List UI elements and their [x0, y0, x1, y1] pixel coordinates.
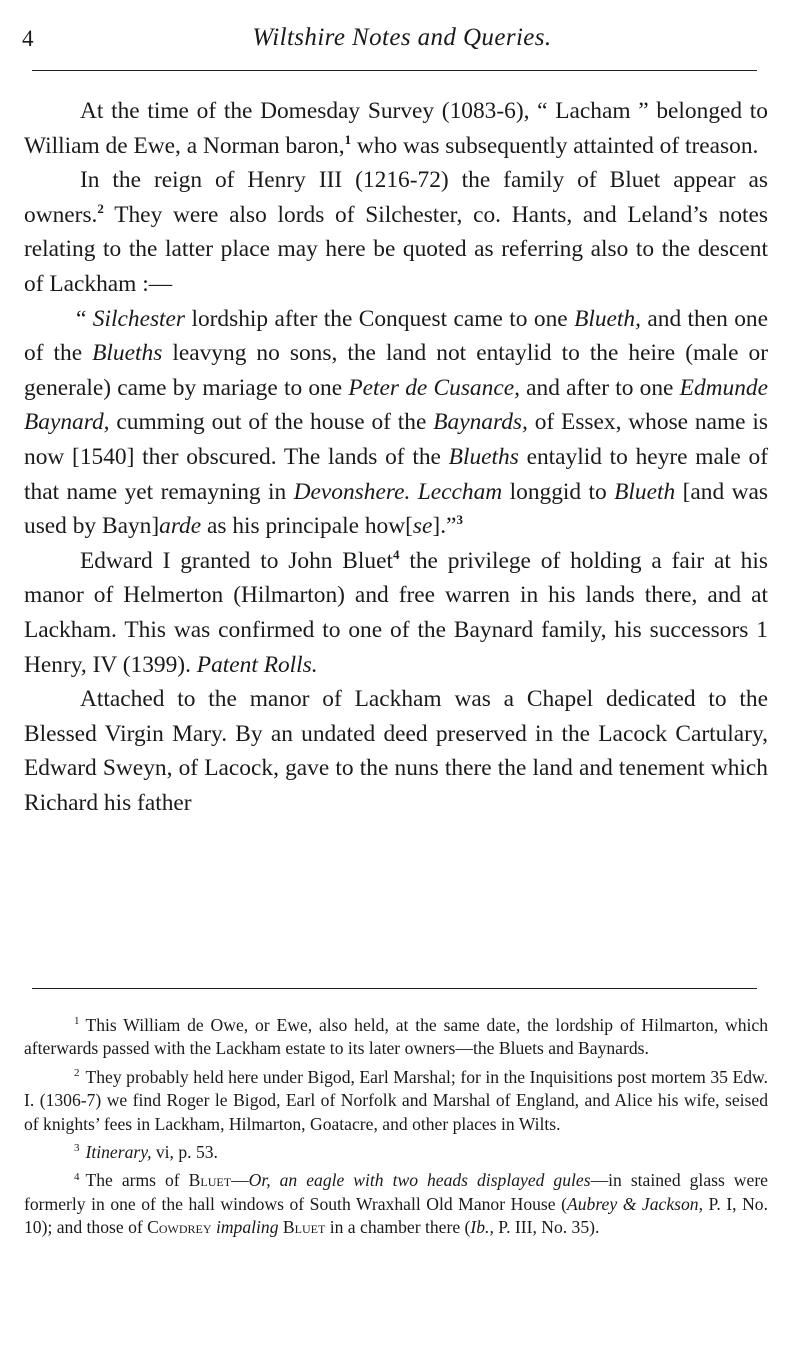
page-header: [22, 22, 782, 62]
footnote-ref-4: 4: [392, 546, 400, 562]
footnote-number: 1: [74, 1015, 80, 1028]
page-number: 4: [22, 26, 34, 51]
footnote-rule: [32, 988, 757, 989]
footnote-2: $^2$ They probably held here under Bigod, Earl Marshal; for in the Inquisitions post mortem 35 Edw. I. (1306-7) we find Roger le Bigod, Earl of Norfolk and Marshal of England, and Alice his wife, seised of knights’ fees in Lackham, Hilmarton, Goatacre, and other places in Wilts.: [24, 1066, 768, 1134]
main-text: [24, 94, 768, 820]
footnote-4: $^4$ The arms of Bluet—Or, an eagle with two heads displayed gules—in stained glass were formerly in one of the hall windows of South Wraxhall Old Manor House (Aubrey & Jackson, P. I, No. 10); and those of Cowdrey impaling Bluet in a chamber there (Ib., P. III, No. 35).: [24, 1170, 768, 1238]
paragraph-leland-quote: “ Silchester lordship after the Conquest came to one Blueth, and then one of the Blueths leavyng no sons, the land not entaylid to the heire (male or generale) came by mariage to one Peter de Cusance, and after to one Edmunde Baynard, cumming out of the house of the Baynards, of Essex, whose name is now [1540] ther obscured. The lands of the Blueths entaylid to heyre male of that name yet remayning in Devonshere. Leccham longgid to Blueth [and was used by Bayn]arde as his principale how[se].”$^3$: [24, 305, 769, 540]
paragraph-domesday: At the time of the Domesday Survey (1083-6), “ Lacham ” belonged to William de Ewe, a Norman baron,$^1$ who was subsequently attainted of treason.: [24, 98, 768, 159]
header-rule: [32, 70, 757, 71]
running-head: Wiltshire Notes and Queries.: [252, 24, 552, 51]
footnote-ref-2: 2: [97, 200, 104, 216]
footnote-1: $^1$ This William de Owe, or Ewe, also held, at the same date, the lordship of Hilmarton, which afterwards passed with the Lackham estate to its later owners—the Bluets and Baynards.: [24, 1015, 768, 1059]
footnote-number: 2: [74, 1066, 80, 1079]
footnotes: [24, 1014, 768, 1245]
footnote-number: 3: [74, 1142, 80, 1155]
footnote-3: $^3$ Itinerary, vi, p. 53.: [74, 1142, 218, 1163]
paragraph-edward: Edward I granted to John Bluet$^4$ the privilege of holding a fair at his manor of Helmerton (Hilmarton) and free warren in his lands there, and at Lackham. This was confirmed to one of the Baynard family, his successors 1 Henry, IV (1399). Patent Rolls.: [24, 546, 768, 678]
footnote-number: 4: [74, 1170, 80, 1183]
footnote-ref-1: 1: [344, 131, 352, 147]
paragraph-bluet: In the reign of Henry III (1216-72) the family of Bluet appear as owners.$^2$ They were also lords of Silchester, co. Hants, and Leland’s notes relating to the latter place may here be quoted as referring also to the descent of Lackham :—: [24, 167, 768, 297]
paragraph-chapel: Attached to the manor of Lackham was a Chapel dedicated to the Blessed Virgin Mary. By an undated deed preserved in the Lacock Cartulary, Edward Sweyn, of Lacock, gave to the nuns there the land and tenement which Richard his father: [24, 686, 768, 816]
footnote-ref-3: 3: [456, 512, 463, 528]
